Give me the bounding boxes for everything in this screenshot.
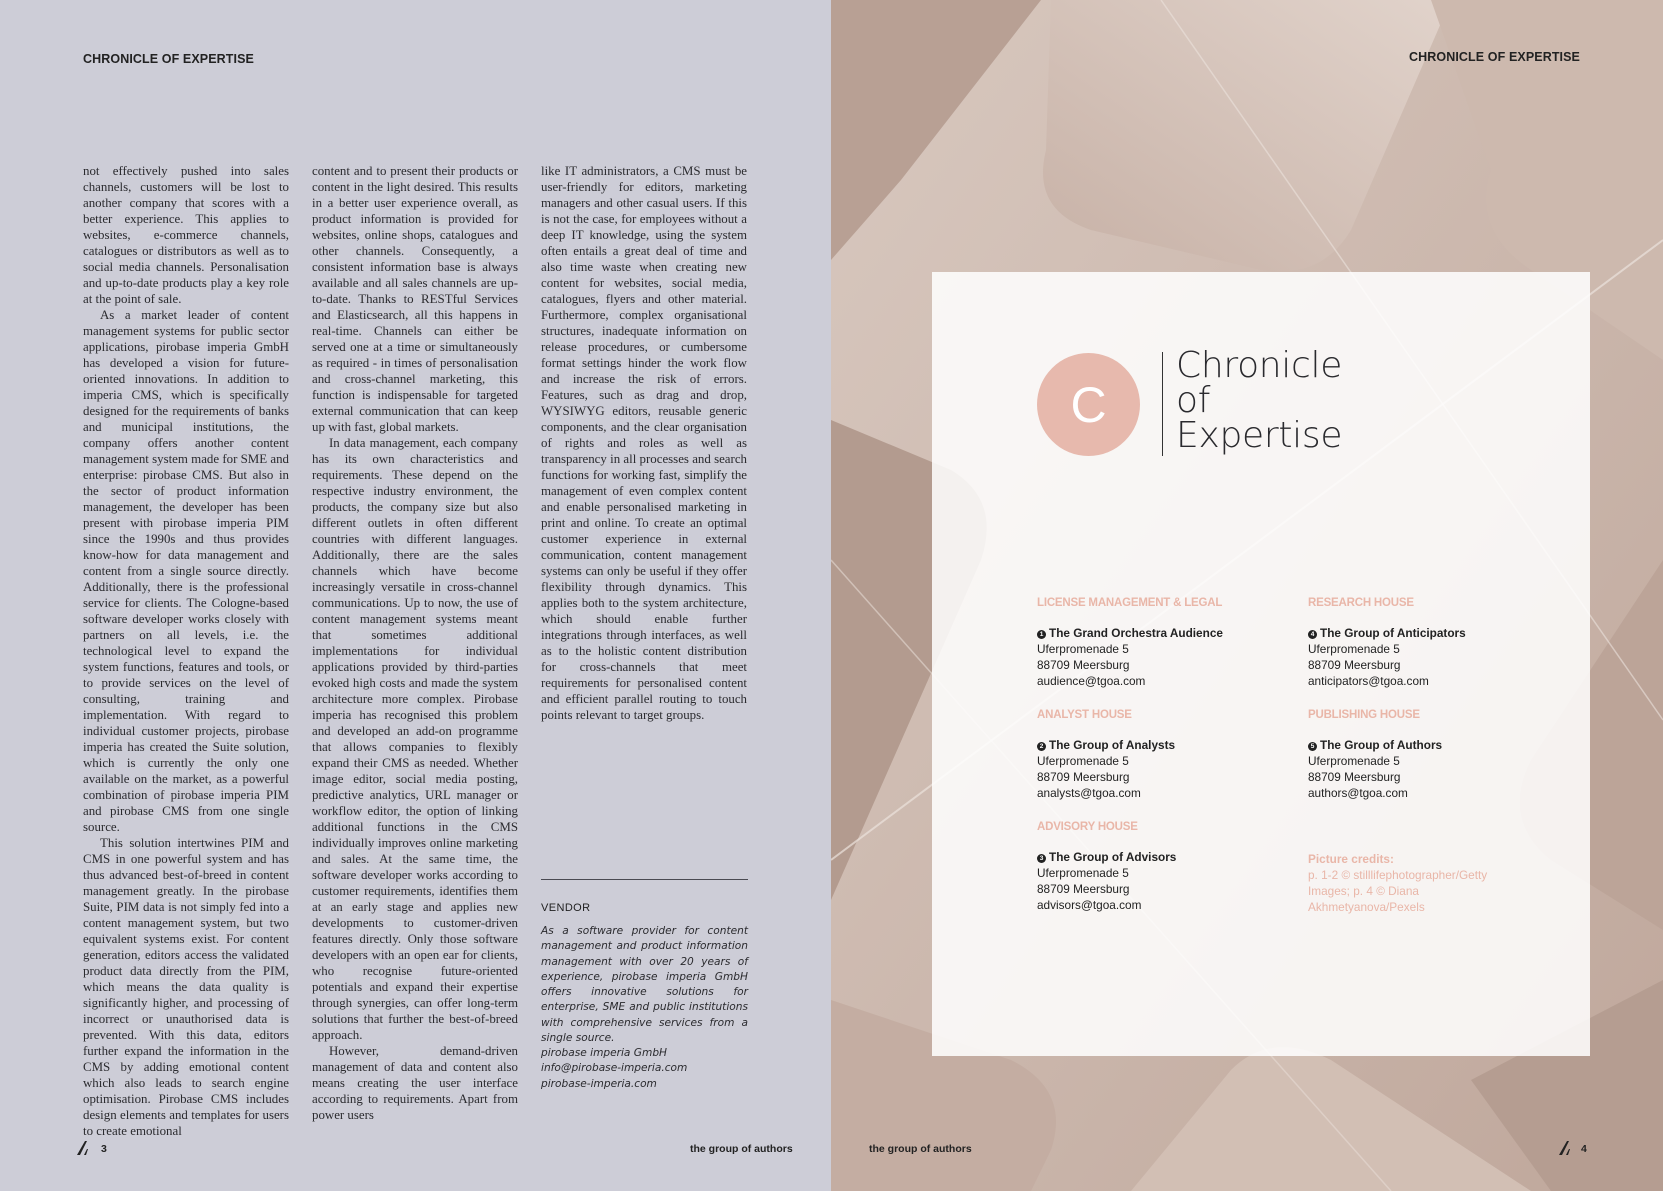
paragraph: As a market leader of content management systems for public sector applications, pirobase imperia GmbH has developed a vision for future-oriented innovations. In addition to imperia CMS, which is specifically designed for the requirements of banks and municipal institutions, the company offers another content management system made for SME and enterprise: pirobase CMS. But also in the sector of product information management, the developer has been present with pirobase imperia PIM since the 1990s and thus provides know-how for data management and content from a single source directly. Additionally, there is the professional service for clients. The Cologne-based software developer works closely with partners on all levels, i.e. the technological level to expand the system functions, features and tools, or to provide services on the level of consulting, training and implementation. With regard to individual customer projects, pirobase imperia has created the Suite solution, which is currently the only one available on the market, as a powerful combination of pirobase imperia PIM and pirobase CMS from one single source. [83,308,289,834]
group-city: 88709 Meersburg [1308,770,1401,784]
text-column-2 [312,163,518,1123]
publisher-logo-icon [1558,1140,1574,1156]
picture-credits-heading: Picture credits: [1308,852,1394,866]
page-number-left: 3 [101,1143,107,1155]
group-heading: ADVISORY HOUSE [1037,821,1138,833]
paragraph: content and to present their products or content in the light desired. This results in a better user experience overall, as product information is provided for websites, online shops, catalogues and other channels. Consequently, a consistent information base is always available and all sales channels are up-to-date. Thanks to RESTful Services and Elasticsearch, all this happens in real-time. Channels can either be served one at a time or simultaneously as required - in times of personalisation and cross-channel marketing, this function is indispensable for targeted external communication that can keep up with fast, global markets. [312,164,518,434]
title-divider [1162,352,1163,456]
vendor-description: As a software provider for content management and product information management with over 20 years of experience, pirobase imperia GmbH offers innovative solutions for enterprise, SME and public institutions with comprehensive services from a single source. [541,925,748,1045]
group-heading: PUBLISHING HOUSE [1308,709,1420,721]
text-column-3 [541,163,747,723]
publisher-logo-icon [76,1140,92,1156]
group-name: The Group of Analysts [1049,738,1176,752]
group-number-badge: 2 [1037,742,1046,751]
group-number-badge: 3 [1037,854,1046,863]
group-street: Uferpromenade 5 [1037,754,1129,768]
group-entry [1037,707,1175,801]
group-city: 88709 Meersburg [1308,658,1401,672]
paragraph: not effectively pushed into sales channels, customers will be lost to another company that scores with a better experience. This applies to websites, e-commerce channels, catalogues or distributors as well as to social media channels. Personalisation and up-to-date products play a key role at the point of sale. [83,164,289,306]
vendor-contact [541,1046,748,1092]
group-entry [1308,707,1442,801]
brand-title-line: Expertise [1176,415,1343,456]
paragraph: like IT administrators, a CMS must be user-friendly for editors, marketing managers and other casual users. If this is not the case, for employees without a deep IT knowledge, using the system often entails a great deal of time and also time waste when creating new content for websites, social media, catalogues, flyers and other material. Furthermore, complex organisational structures, inadequate information on release procedures, or cumbersome format settings hinder the work flow and increase the risk of errors. Features, such as drag and drop, WYSIWYG editors, reusable generic components, and the clear organisation of rights and roles as well as transparency in all processes and search functions for working fast, simplify the management of even complex content and enable personalised marketing in print and online. To create an optimal customer experience in external communication, content management systems can only be useful if they offer flexibility through dynamics. This applies both to the system architecture, which should enable further integrations through interfaces, as well as to the holistic content distribution for cross-channels that meet requirements for personalised content and efficient parallel routing to touch points relevant to target groups. [541,164,747,722]
paragraph: However, demand-driven management of data and content also means creating the user interface according to requirements. Apart from power users [312,1044,518,1122]
running-head-right: CHRONICLE OF EXPERTISE [1409,50,1580,64]
vendor-company: pirobase imperia GmbH [541,1047,668,1059]
masthead-panel [932,272,1590,1056]
group-email-link[interactable]: audience@tgoa.com [1037,674,1146,688]
group-name: The Group of Advisors [1049,850,1177,864]
group-entry [1308,595,1466,689]
group-entry [1037,819,1176,913]
group-heading: RESEARCH HOUSE [1308,597,1414,609]
group-number-badge: 4 [1308,630,1317,639]
group-email-link[interactable]: analysts@tgoa.com [1037,786,1141,800]
group-street: Uferpromenade 5 [1308,754,1400,768]
group-street: Uferpromenade 5 [1037,642,1129,656]
group-street: Uferpromenade 5 [1308,642,1400,656]
running-head-left: CHRONICLE OF EXPERTISE [83,52,254,66]
group-number-badge: 1 [1037,630,1046,639]
footer-brand-right: the group of authors [869,1143,972,1155]
paragraph: In data management, each company has its own characteristics and requirements. These depend on the respective industry environment, the products, the company size but also different outlets in often different countries with different languages. Additionally, there are the sales channels which have become increasingly versatile in cross-channel communications. Up to now, the use of content management systems meant that sometimes additional implementations for individual applications provided by third-parties evoked high costs and made the system architecture more complex. Pirobase imperia has recognised this problem and developed an add-on programme that allows companies to flexibly expand their CMS as needed. Whether image editor, social media posting, predictive analytics, URL manager or workflow editor, the option of linking additional functions in the CMS individually improves online marketing and sales. At the same time, the software developer works according to customer requirements, identifies them at an early stage and applies new developments to customer-driven features directly. Only those software developers with an open ear for clients, who recognise future-oriented potentials and expand their expertise through synergies, can offer long-term solutions that further the best-of-breed approach. [312,436,518,1042]
group-heading: LICENSE MANAGEMENT & LEGAL [1037,597,1223,609]
group-heading: ANALYST HOUSE [1037,709,1132,721]
vendor-website-link[interactable]: pirobase-imperia.com [541,1077,657,1090]
footer-brand-left: the group of authors [690,1143,793,1155]
vendor-title: VENDOR [541,902,591,914]
group-name: The Group of Authors [1320,738,1443,752]
group-email-link[interactable]: authors@tgoa.com [1308,786,1408,800]
group-entry [1037,595,1223,689]
right-page [831,0,1663,1191]
group-name: The Group of Anticipators [1320,626,1466,640]
vendor-email-link[interactable]: info@pirobase-imperia.com [541,1062,688,1075]
paragraph: This solution intertwines PIM and CMS in one powerful system and has thus advanced best-of-breed in content management greatly. In the pirobase Suite, PIM data is not simply fed into a content management system, but two equivalent systems exist. For content generation, editors access the validated product data directly from the PIM, which means the data quality is significantly higher, and processing of incorrect or unauthorised data is prevented. With this data, editors further expand the information in the CMS by adding emotional content which also leads to search engine optimisation. Pirobase CMS includes design elements and templates for users to create emotional [83,836,289,1138]
group-email-link[interactable]: advisors@tgoa.com [1037,898,1142,912]
group-name: The Grand Orchestra Audience [1049,626,1223,640]
left-page [0,0,831,1191]
page-number-right: 4 [1581,1143,1587,1155]
vendor-divider [541,879,748,880]
group-city: 88709 Meersburg [1037,658,1130,672]
picture-credits [1308,851,1508,915]
group-city: 88709 Meersburg [1037,882,1130,896]
text-column-1 [83,163,289,1139]
brand-title-line: Chronicle [1176,345,1343,386]
group-number-badge: 5 [1308,742,1317,751]
brand-logo-circle: C [1037,353,1140,456]
group-city: 88709 Meersburg [1037,770,1130,784]
brand-title [1176,345,1343,456]
group-street: Uferpromenade 5 [1037,866,1129,880]
group-email-link[interactable]: anticipators@tgoa.com [1308,674,1429,688]
brand-title-line: of [1176,380,1211,421]
picture-credits-text: p. 1-2 © stilllifephotographer/Getty Images; p. 4 © Diana Akhmetyanova/Pexels [1308,868,1488,914]
